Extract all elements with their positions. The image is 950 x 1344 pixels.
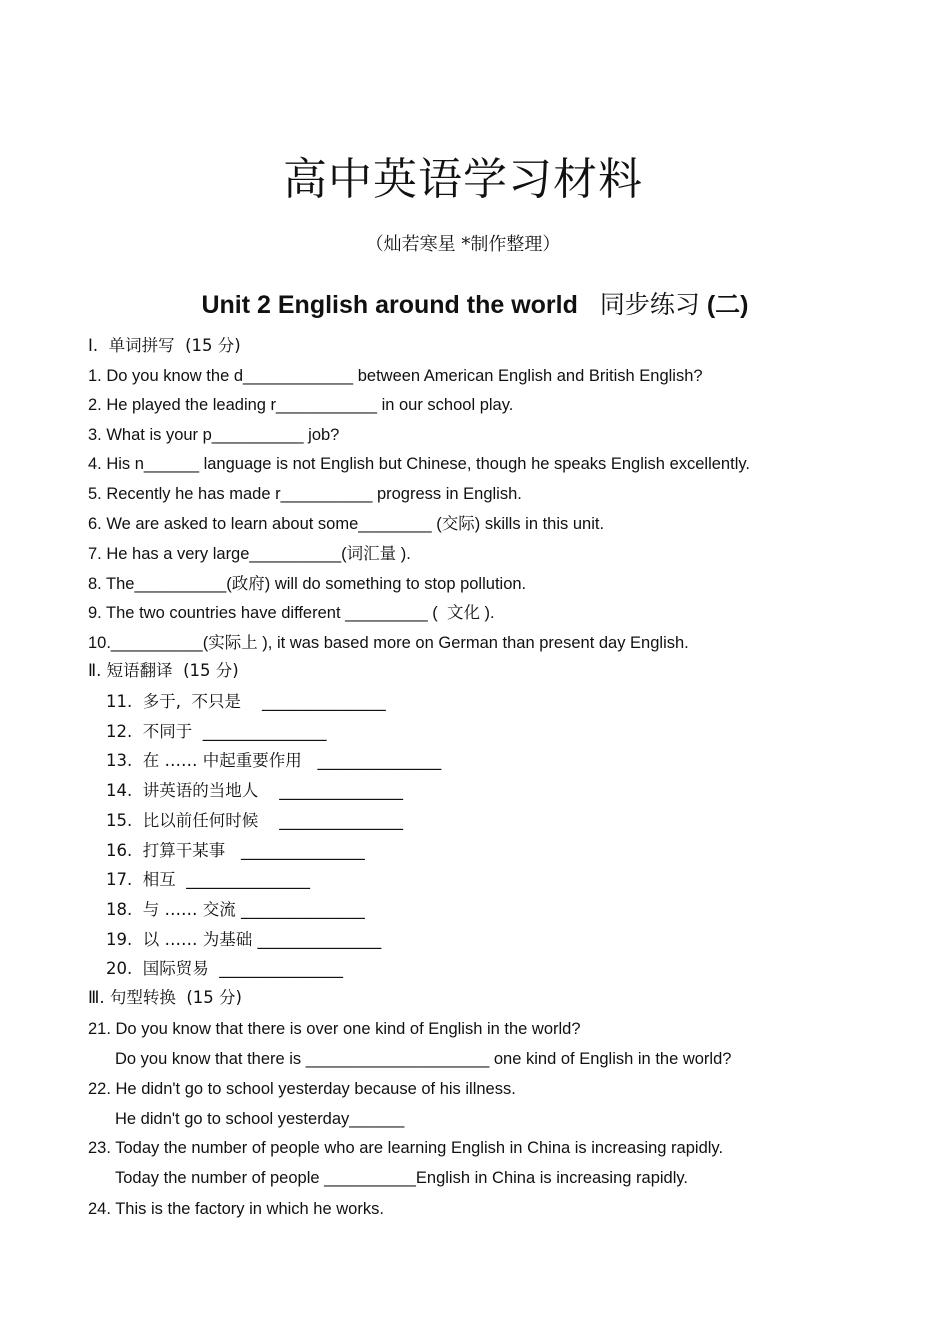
list-item: 6. We are asked to learn about some________ (交际) skills in this unit. xyxy=(88,515,605,533)
list-item: 11. 多于, 不只是 _______________ xyxy=(106,692,386,711)
list-item: 23. Today the number of people who are learning English in China is increasing rapidly. xyxy=(88,1139,724,1157)
list-item: 1. Do you know the d____________ between American English and British English? xyxy=(88,367,703,385)
list-item: 7. He has a very large__________(词汇量 ). xyxy=(88,545,411,563)
list-item: 19. 以 …… 为基础 _______________ xyxy=(106,930,382,949)
page-title: 高中英语学习材料 xyxy=(283,154,643,205)
list-item: He didn't go to school yesterday______ xyxy=(115,1110,405,1128)
unit-title xyxy=(0,285,950,321)
list-item: 2. He played the leading r___________ in our school play. xyxy=(88,396,514,414)
section-heading-3: Ⅲ. 句型转换 (15 分) xyxy=(88,988,242,1007)
list-item: 24. This is the factory in which he works. xyxy=(88,1200,384,1218)
list-item: 10.__________(实际上 ), it was based more on German than present day English. xyxy=(88,634,689,652)
list-item: 9. The two countries have different _________ ( 文化 ). xyxy=(88,604,495,622)
list-item: 14. 讲英语的当地人 _______________ xyxy=(106,781,403,800)
list-item: 3. What is your p__________ job? xyxy=(88,426,340,444)
list-item: 5. Recently he has made r__________ progress in English. xyxy=(88,485,522,503)
list-item: Do you know that there is ____________________ one kind of English in the world? xyxy=(115,1050,732,1068)
unit-title-num: (二) xyxy=(706,291,749,319)
list-item: 12. 不同于 _______________ xyxy=(106,722,327,741)
list-item: 8. The__________(政府) will do something to stop pollution. xyxy=(88,575,527,593)
list-item: Today the number of people __________English in China is increasing rapidly. xyxy=(115,1169,688,1187)
list-item: 13. 在 …… 中起重要作用 _______________ xyxy=(106,751,442,770)
list-item: 21. Do you know that there is over one kind of English in the world? xyxy=(88,1020,581,1038)
page-subtitle: （灿若寒星 *制作整理） xyxy=(365,234,561,255)
list-item: 18. 与 …… 交流 _______________ xyxy=(106,900,365,919)
list-item: 15. 比以前任何时候 _______________ xyxy=(106,811,403,830)
unit-title-en: Unit 2 English around the world xyxy=(201,291,578,319)
unit-title-cn: 同步练习 xyxy=(599,290,700,319)
list-item: 4. His n______ language is not English but Chinese, though he speaks English excellently. xyxy=(88,455,750,473)
section-heading-1: I. 单词拼写 (15 分) xyxy=(88,336,241,355)
list-item: 20. 国际贸易 _______________ xyxy=(106,959,343,978)
list-item: 17. 相互 _______________ xyxy=(106,870,310,889)
list-item: 16. 打算干某事 _______________ xyxy=(106,841,365,860)
list-item: 22. He didn't go to school yesterday because of his illness. xyxy=(88,1080,516,1098)
section-heading-2: Ⅱ. 短语翻译 (15 分) xyxy=(88,661,239,680)
